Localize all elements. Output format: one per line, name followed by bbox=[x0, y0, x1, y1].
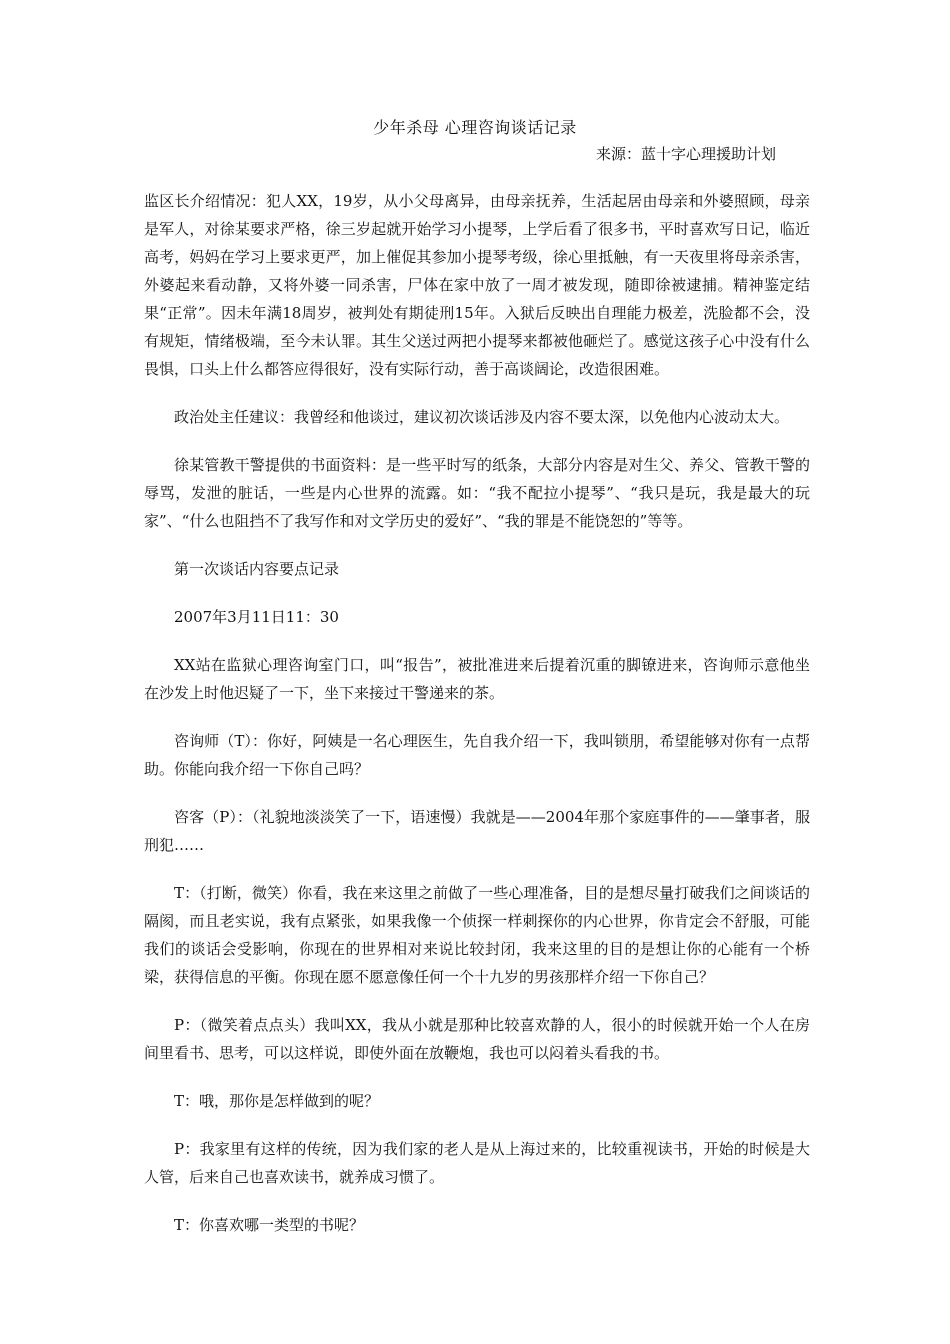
dialogue-line: P：（微笑着点点头）我叫XX，我从小就是那种比较喜欢静的人，很小的时候就开始一个人在房间里看书、思考，可以这样说，即使外面在放鞭炮，我也可以闷着头看我的书。 bbox=[144, 1016, 810, 1062]
paragraph-political-advice: 政治处主任建议：我曾经和他谈过，建议初次谈话涉及内容不要太深，以免他内心波动太大。 bbox=[174, 408, 790, 426]
paragraph-intro: 监区长介绍情况：犯人XX，19岁，从小父母离异，由母亲抚养，生活起居由母亲和外婆照顾，母亲是军人，对徐某要求严格，徐三岁起就开始学习小提琴，上学后看了很多书，平时喜欢写日记，临近高考，妈妈在学习上要求更严，加上催促其参加小提琴考级，徐心里抵触，有一天夜里将母亲杀害，外婆起来看动静，又将外婆一同杀害，尸体在家中放了一周才被发现，随即徐被逮捕。精神鉴定结果“正常”。因未年满18周岁，被判处有期徒刑15年。入狱后反映出自理能力极差，洗脸都不会，没有规矩，情绪极端，至今未认罪。其生父送过两把小提琴来都被他砸烂了。感觉这孩子心中没有什么畏惧，口头上什么都答应得很好，没有实际行动，善于高谈阔论，改造很困难。 bbox=[144, 192, 810, 378]
dialogue-line: T：（打断，微笑）你看，我在来这里之前做了一些心理准备，目的是想尽量打破我们之间谈话的隔阂，而且老实说，我有点紧张，如果我像一个侦探一样刺探你的内心世界，你肯定会不舒服，可能我们的谈话会受影响，你现在的世界相对来说比较封闭，我来这里的目的是想让你的心能有一个桥梁，获得信息的平衡。你现在愿不愿意像任何一个十九岁的男孩那样介绍一下你自己？ bbox=[144, 884, 810, 986]
dialogue-line: T：你喜欢哪一类型的书呢？ bbox=[174, 1216, 365, 1234]
paragraph-entrance: XX站在监狱心理咨询室门口，叫“报告”，被批准进来后提着沉重的脚镣进来，咨询师示意他坐在沙发上时他迟疑了一下，坐下来接过干警递来的茶。 bbox=[144, 656, 810, 702]
paragraph-written-material: 徐某管教干警提供的书面资料：是一些平时写的纸条，大部分内容是对生父、养父、管教干警的辱骂，发泄的脏话，一些是内心世界的流露。如：“我不配拉小提琴”、“我只是玩，我是最大的玩家”、“什么也阻挡不了我写作和对文学历史的爱好”、“我的罪是不能饶恕的”等等。 bbox=[144, 456, 810, 530]
document-title: 少年杀母 心理咨询谈话记录 bbox=[373, 118, 577, 137]
section-heading: 第一次谈话内容要点记录 bbox=[174, 560, 340, 578]
dialogue-line: 咨客（P）：（礼貌地淡淡笑了一下，语速慢）我就是——2004年那个家庭事件的——肇事者，服刑犯…… bbox=[144, 808, 810, 854]
dialogue-line: T：哦，那你是怎样做到的呢？ bbox=[174, 1092, 380, 1110]
dialogue-line: P：我家里有这样的传统，因为我们家的老人是从上海过来的，比较重视读书，开始的时候是大人管，后来自己也喜欢读书，就养成习惯了。 bbox=[144, 1140, 810, 1186]
document-source: 来源：蓝十字心理援助计划 bbox=[596, 145, 777, 163]
document-body bbox=[144, 187, 810, 1259]
dialogue-line: 咨询师（T）：你好，阿姨是一名心理医生，先自我介绍一下，我叫锁朋，希望能够对你有一点帮助。你能向我介绍一下你自己吗？ bbox=[144, 732, 810, 778]
session-datetime: 2007年3月11日11：30 bbox=[174, 608, 339, 626]
